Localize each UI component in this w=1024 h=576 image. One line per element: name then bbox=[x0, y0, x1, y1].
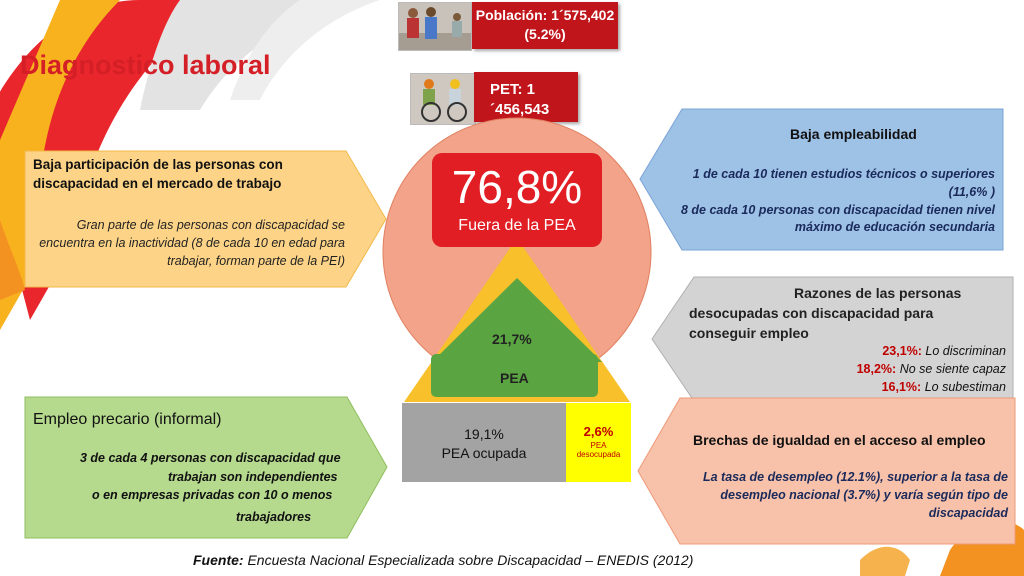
page-title: Diagnostico laboral bbox=[20, 50, 271, 80]
fuera-pea-box bbox=[432, 153, 602, 247]
left-bottom-line2: trabajan son independientes bbox=[168, 470, 338, 484]
population-tag-line2: (5.2%) bbox=[524, 26, 566, 42]
reason-3 bbox=[760, 380, 1006, 394]
pet-tag-text: PET: 1´456,543 bbox=[490, 81, 550, 118]
right-bottom-body: La tasa de desempleo (12.1%), superior a la tasa de desempleo nacional (3.7%) y varía según tipo de discapacidad bbox=[703, 470, 1008, 520]
right-bottom-heading: Brechas de igualdad en el acceso al empleo bbox=[693, 432, 986, 448]
footer-text: Encuesta Nacional Especializada sobre Discapacidad – ENEDIS (2012) bbox=[247, 552, 694, 568]
reason-3-text: Lo subestiman bbox=[924, 380, 1006, 394]
pea-label: PEA bbox=[500, 370, 529, 386]
right-top-heading: Baja empleabilidad bbox=[790, 126, 917, 142]
right-top-body2: 8 de cada 10 personas con discapacidad tienen nivel máximo de educación secundaria bbox=[680, 203, 995, 234]
pea-desocupada-label-1: PEA bbox=[590, 441, 607, 450]
reason-3-pct: 16,1%: bbox=[881, 380, 922, 394]
pea-desocupada-percent: 2,6% bbox=[583, 424, 614, 439]
left-bottom-heading: Empleo precario (informal) bbox=[33, 411, 222, 428]
left-bottom-line1: 3 de cada 4 personas con discapacidad que bbox=[80, 451, 341, 465]
left-top-heading: Baja participación de las personas con discapacidad en el mercado de trabajo bbox=[33, 157, 283, 191]
pea-desocupada-box bbox=[566, 403, 631, 482]
reason-2 bbox=[760, 362, 1006, 376]
reason-2-pct: 18,2%: bbox=[856, 362, 897, 376]
pea-ocupada-percent: 19,1% bbox=[464, 426, 504, 442]
reason-1 bbox=[760, 344, 1006, 358]
left-bottom-line4: trabajadores bbox=[236, 510, 312, 524]
reason-1-pct: 23,1%: bbox=[882, 344, 922, 358]
left-bottom-line3: o en empresas privadas con 10 o menos bbox=[92, 488, 333, 502]
right-mid-heading: Razones de las personas desocupadas con discapacidad para conseguir empleo bbox=[689, 285, 962, 341]
reason-2-text: No se siente capaz bbox=[899, 362, 1006, 376]
right-top-body1: 1 de cada 10 tienen estudios técnicos o superiores (11,6% ) bbox=[692, 167, 995, 199]
fuera-pea-label: Fuera de la PEA bbox=[458, 217, 576, 234]
people-photo bbox=[398, 2, 472, 51]
pea-desocupada-label-2: desocupada bbox=[576, 450, 621, 459]
reason-1-text: Lo discriminan bbox=[925, 344, 1006, 358]
pea-percent: 21,7% bbox=[492, 331, 532, 347]
population-tag-line1: Población: 1´575,402 bbox=[475, 7, 615, 23]
footer-source bbox=[193, 552, 693, 568]
pea-ocupada-label: PEA ocupada bbox=[441, 445, 527, 461]
pea-ocupada-box bbox=[402, 403, 566, 482]
left-top-body: Gran parte de las personas con discapacidad se encuentra en la inactividad (8 de cada 10 en edad para trabajar, forman parte de la PEI) bbox=[39, 218, 345, 268]
footer-label: Fuente: bbox=[193, 552, 244, 568]
population-tag bbox=[472, 2, 618, 49]
fuera-pea-percent: 76,8% bbox=[451, 161, 583, 213]
